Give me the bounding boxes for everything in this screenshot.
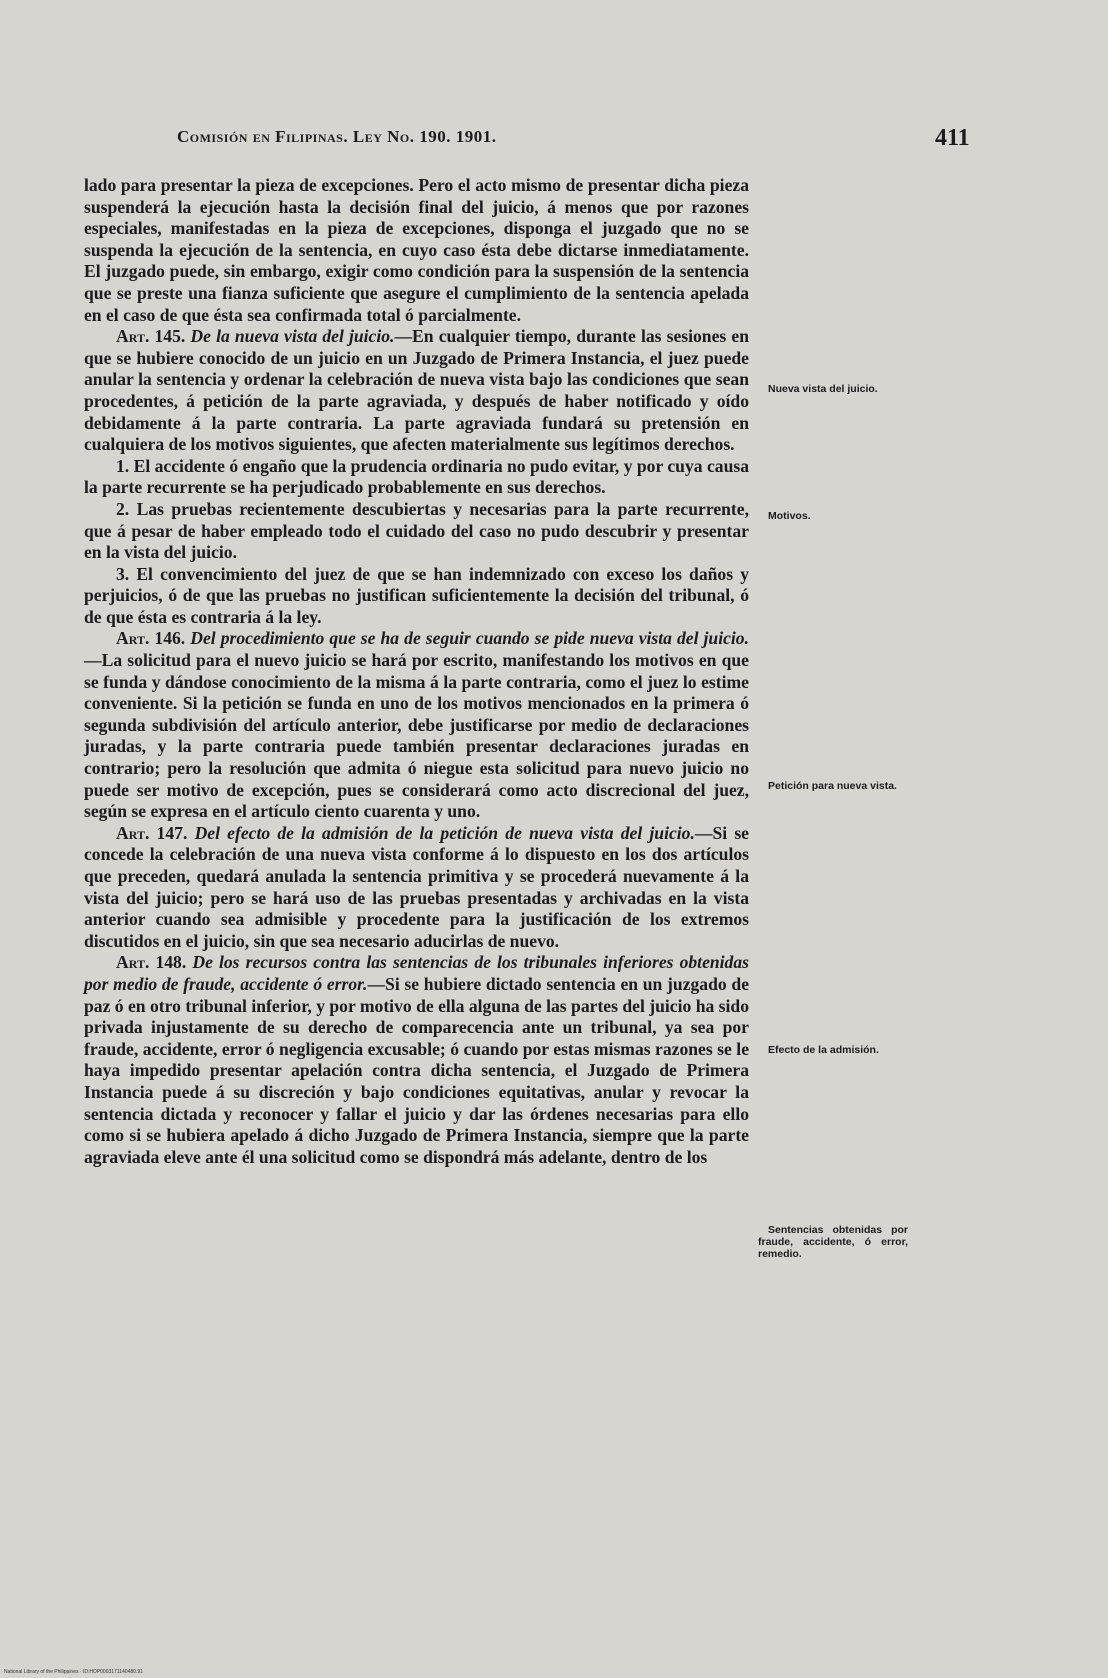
- article-text: —Si se hubiere dictado sentencia en un juzgado de paz ó en otro tribunal inferior, y por motivo de ella alguna de las partes del juicio ha sido privada injustamente de su derecho de comparecencia ante un tribunal, ya sea por fraude, accidente, error ó negligencia excusable; ó cuando por estas mismas razones se le haya impedido presentar apelación contra dicha sentencia, el Juzgado de Primera Instancia puede á su discreción y bajo condiciones equitativas, anular y revocar la sentencia dictada y reconocer y fallar el juicio y dar las órdenes necesarias para ello como si se hubiera apelado á dicho Juzgado de Primera Instancia, siempre que la parte agraviada eleve ante él una solicitud como se dispondrá más adelante, dentro de los: [84, 973, 750, 1167]
- body-text: [84, 175, 749, 1168]
- list-item-2: 2. Las pruebas recientemente descubiertas y necesarias para la parte recurrente, que á pesar de haber empleado todo el cuidado del caso no pudo descubrir y presentar en la vista del juicio.: [84, 498, 749, 563]
- article-146: [84, 628, 749, 822]
- paragraph-continued: lado para presentar la pieza de excepciones. Pero el acto mismo de presentar dicha pieza suspenderá la ejecución hasta la decisión final del juicio, á menos que por razones especiales, manifestadas en la pieza de excepciones, disponga el juzgado que no se suspenda la ejecución de la sentencia, en cuyo caso ésta debe dictarse inmediatamente. El juzgado puede, sin embargo, exigir como condición para la suspensión de la sentencia que se preste una fianza suficiente que asegure el cumplimiento de la sentencia apelada en el caso de que ésta sea confirmada total ó parcialmente.: [84, 175, 749, 325]
- article-147: [84, 823, 749, 953]
- article-number: Art. 147.: [116, 822, 188, 843]
- article-title: Del efecto de la admisión de la petición de nueva vista del juicio.: [194, 822, 695, 843]
- margin-note-sentencias: Sentencias obtenidas por fraude, accidente, ó error, remedio.: [758, 1224, 908, 1260]
- article-text: —En cualquier tiempo, durante las sesiones en que se hubiere conocido de un juicio en un Juzgado de Primera Instancia, el juez puede anular la sentencia y ordenar la celebración de nueva vista bajo las condiciones que sean procedentes, á petición de la parte agraviada, y después de haber notificado y oído debidamente á la parte contraria. La parte agraviada fundará su pretensión en cualquiera de los motivos siguientes, que afecten materialmente sus legítimos derechos.: [84, 326, 749, 455]
- margin-note-peticion: Petición para nueva vista.: [768, 780, 897, 792]
- article-title: De los recursos contra las sentencias de los tribunales inferiores obtenidas por medio de fraude, accidente ó error.: [84, 952, 749, 994]
- margin-note-nueva-vista: Nueva vista del juicio.: [768, 383, 878, 395]
- margin-note-motivos: Motivos.: [768, 510, 811, 522]
- article-text: —La solicitud para el nuevo juicio se hará por escrito, manifestando los motivos en que se funda y dándose conocimiento de la misma á la parte contraria, como el juez lo estime conveniente. Si la petición se funda en uno de los motivos mencionados en la primera ó segunda subdivisión del artículo anterior, debe justificarse por medio de declaraciones juradas, y la parte contraria puede también presentar declaraciones juradas en contrario; pero la resolución que admita ó niegue esta solicitud para nuevo juicio no puede ser motivo de excepción, pues se considerará como acto discrecional del juez, según se expresa en el artículo ciento cuarenta y uno.: [84, 650, 749, 822]
- article-title: De la nueva vista del juicio.: [190, 326, 395, 347]
- margin-note-efecto: Efecto de la admisión.: [768, 1044, 879, 1056]
- list-item-3: 3. El convencimiento del juez de que se han indemnizado con exceso los daños y perjuicios, ó de que las pruebas no justifican suficientemente la decisión del tribunal, ó de que ésta es contraria á la ley.: [84, 563, 749, 627]
- article-text: —Si se concede la celebración de una nueva vista conforme á lo dispuesto en los dos artículos que preceden, quedará anulada la sentencia primitiva y se procederá nuevamente á la vista del juicio; pero se hará uso de las pruebas presentadas y archivadas en la vista anterior cuando sea admisible y procedente para la justificación de los extremos discutidos en el juicio, sin que sea necesario aducirlas de nuevo.: [84, 822, 749, 951]
- article-145: [84, 326, 749, 456]
- list-item-1: 1. El accidente ó engaño que la prudencia ordinaria no pudo evitar, y por cuya causa la parte recurrente se ha perjudicado probablemente en sus derechos.: [84, 455, 749, 498]
- article-title: Del procedimiento que se ha de seguir cuando se pide nueva vista del juicio.: [190, 628, 750, 649]
- article-number: Art. 146.: [116, 628, 186, 649]
- article-148: [84, 952, 749, 1168]
- page-number: 411: [935, 125, 970, 151]
- scan-footer: National Library of the Philippines · ID:HOP0003171140480.91: [4, 1669, 143, 1675]
- article-number: Art. 148.: [116, 952, 187, 973]
- running-head: Comisión en Filipinas. Ley No. 190. 1901.: [177, 127, 497, 146]
- article-number: Art. 145.: [116, 326, 186, 347]
